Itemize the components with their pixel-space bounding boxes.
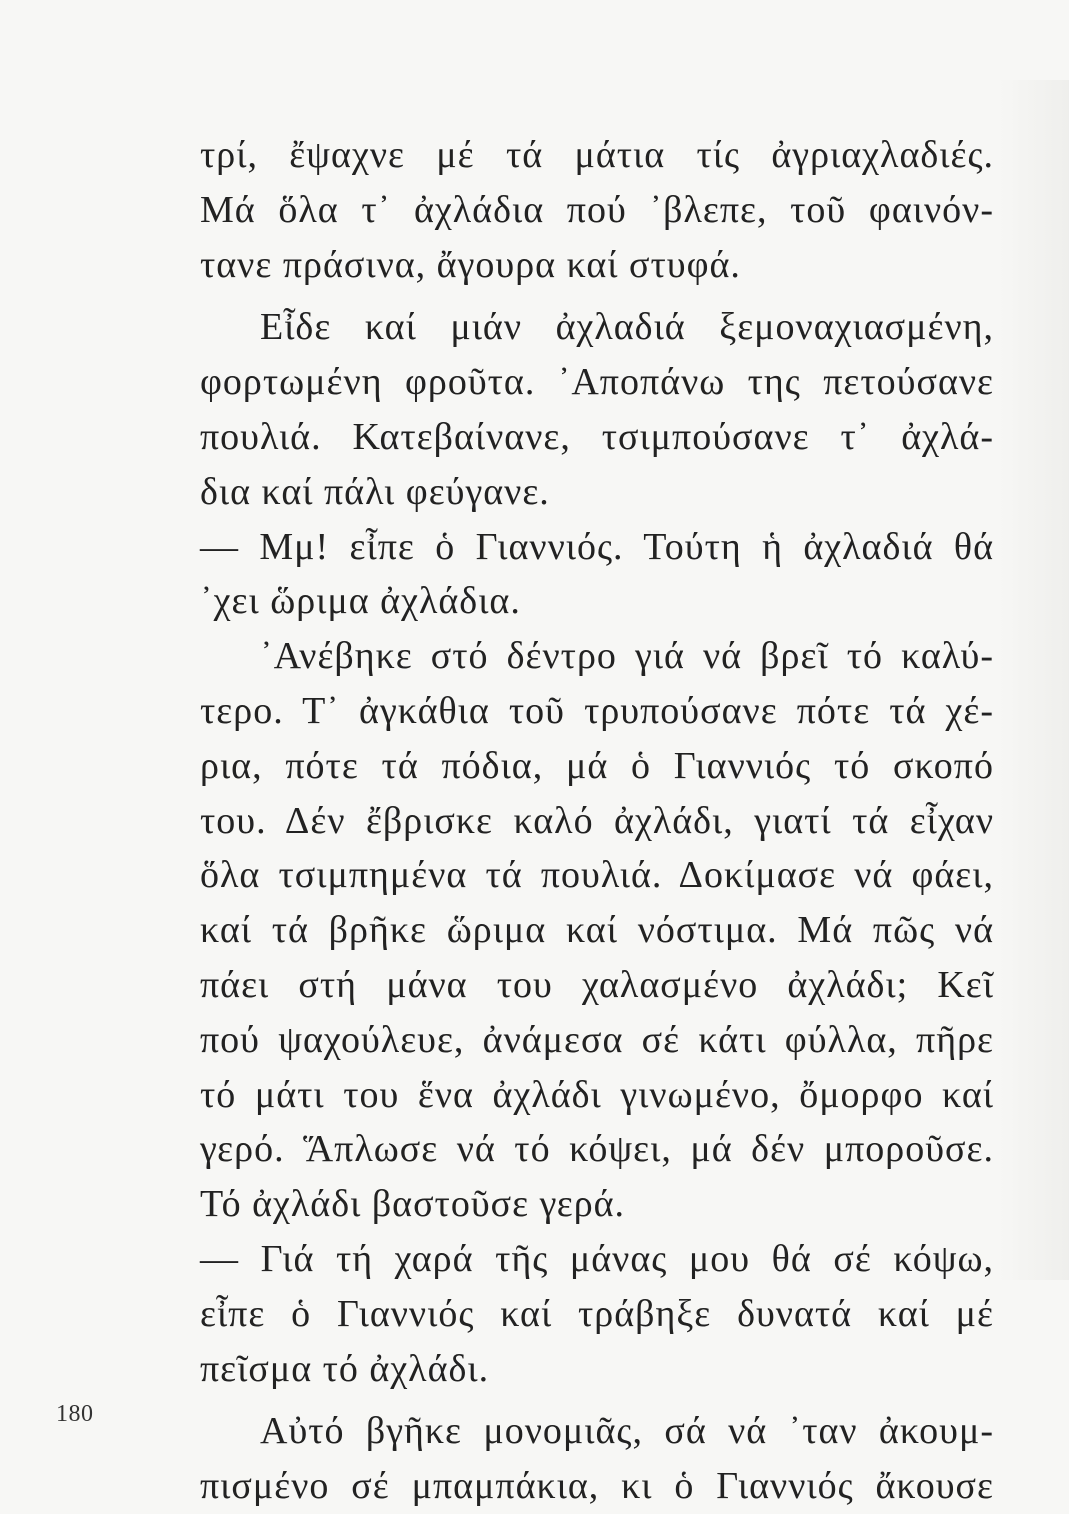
show-through-shadow xyxy=(999,80,1069,1280)
paragraph-6 xyxy=(200,1404,994,1514)
text-line: δια καί πάλι φεύγανε. xyxy=(200,470,550,513)
paragraph-3 xyxy=(200,520,994,630)
text-line: πεῖσμα τό ἀχλάδι. xyxy=(200,1347,490,1390)
text-line: ᾽χει ὥριμα ἀχλάδια. xyxy=(200,580,521,623)
text-line: ὅλα τσιμπημένα τά πουλιά. Δοκίμασε νά φάει, xyxy=(200,854,994,897)
text-line: καί τά βρῆκε ὥριμα καί νόστιμα. Μά πῶς νά xyxy=(200,909,994,952)
text-line: τανε πράσινα, ἄγουρα καί στυφά. xyxy=(200,243,741,286)
text-line: τερο. Τ᾽ ἀγκάθια τοῦ τρυπούσανε πότε τά χέ- xyxy=(200,689,994,732)
text-line: φορτωμένη φροῦτα. ᾽Αποπάνω της πετούσανε xyxy=(200,361,994,404)
text-line: — Μμ! εἶπε ὁ Γιαννιός. Τούτη ἡ ἀχλαδιά θά xyxy=(200,525,994,568)
paragraph-5 xyxy=(200,1232,994,1396)
text-line: του. Δέν ἔβρισκε καλό ἀχλάδι, γιατί τά εἶχαν xyxy=(200,799,994,842)
paragraph-1 xyxy=(200,128,994,292)
text-line: Τό ἀχλάδι βαστοῦσε γερά. xyxy=(200,1183,626,1226)
text-line: πάει στή μάνα του χαλασμένο ἀχλάδι; Κεῖ xyxy=(200,963,994,1006)
text-line: — Γιά τή χαρά τῆς μάνας μου θά σέ κόψω, xyxy=(200,1237,994,1280)
body-text xyxy=(200,128,994,1514)
text-line: Μά ὅλα τ᾽ ἀχλάδια πού ᾽βλεπε, τοῦ φαινόν- xyxy=(200,188,994,231)
text-line: πουλιά. Κατεβαίνανε, τσιμπούσανε τ᾽ ἀχλά- xyxy=(200,415,994,458)
text-line: ᾽Ανέβηκε στό δέντρο γιά νά βρεῖ τό καλύ- xyxy=(260,635,994,678)
paragraph-4 xyxy=(200,629,994,1232)
text-line: Εἶδε καί μιάν ἀχλαδιά ξεμοναχιασμένη, xyxy=(260,306,994,349)
page-number: 180 xyxy=(56,1401,94,1427)
text-line: τό μάτι του ἕνα ἀχλάδι γινωμένο, ὄμορφο καί xyxy=(200,1073,994,1116)
text-line: ρια, πότε τά πόδια, μά ὁ Γιαννιός τό σκοπό xyxy=(200,744,994,787)
text-line: Αὐτό βγῆκε μονομιᾶς, σά νά ᾽ταν ἀκουμ- xyxy=(260,1410,994,1453)
text-line: πού ψαχούλευε, ἀνάμεσα σέ κάτι φύλλα, πῆρε xyxy=(200,1018,994,1061)
paragraph-2 xyxy=(200,300,994,519)
text-line: γερό. Ἅπλωσε νά τό κόψει, μά δέν μποροῦσε. xyxy=(200,1128,994,1171)
text-line: εἶπε ὁ Γιαννιός καί τράβηξε δυνατά καί μέ xyxy=(200,1292,994,1335)
text-line: τρί, ἔψαχνε μέ τά μάτια τίς ἀγριαχλαδιές. xyxy=(200,134,994,176)
text-line: πισμένο σέ μπαμπάκια, κι ὁ Γιαννιός ἄκουσε xyxy=(200,1465,994,1508)
